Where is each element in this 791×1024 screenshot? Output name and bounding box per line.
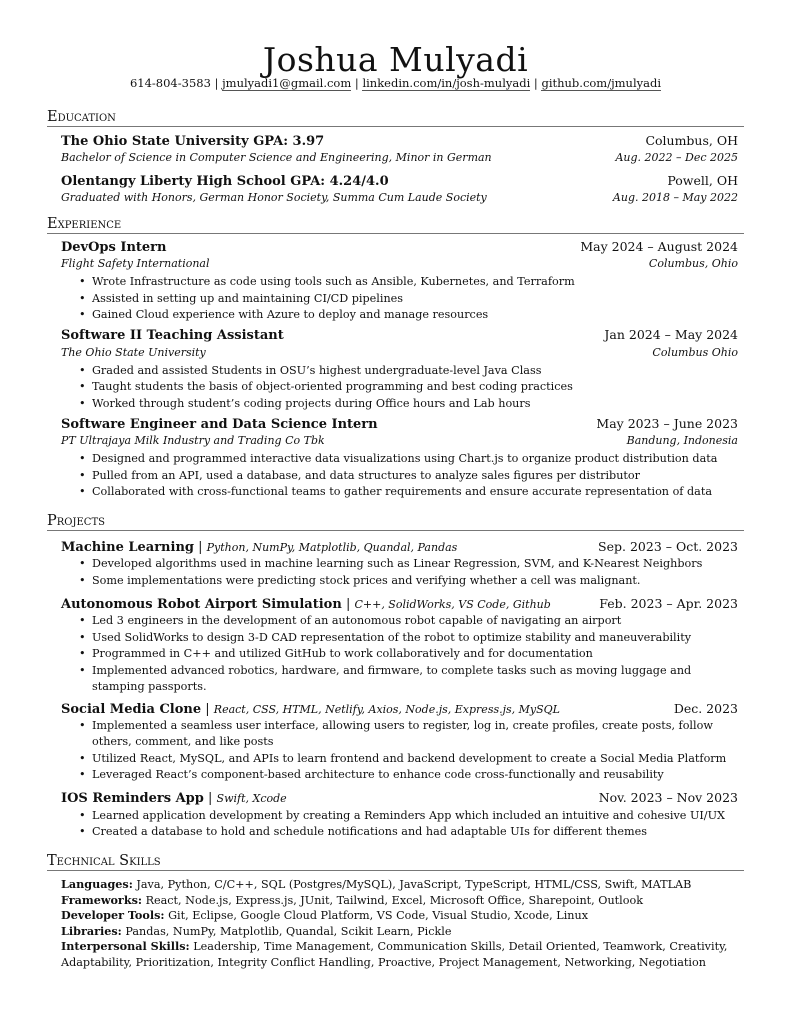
bullet-item: • Taught students the basis of object-oriented programming and best coding practices — [92, 379, 740, 395]
skills-list — [61, 877, 741, 970]
bullet-item: • Created a database to hold and schedule notifications and had adaptable UIs for different themes — [92, 824, 740, 840]
education-dates: Aug. 2018 – May 2022 — [612, 191, 738, 204]
bullet-item: • Collaborated with cross-functional teams to gather requirements and ensure accurate representation of data — [92, 484, 740, 500]
job-company-row — [61, 346, 738, 359]
bullet-item: • Leveraged React’s component-based architecture to enhance code cross-functionally and reusability — [92, 767, 740, 783]
skill-label: Developer Tools: — [61, 908, 165, 922]
school-location: Powell, OH — [667, 173, 738, 188]
skill-value: Pandas, NumPy, Matplotlib, Quandal, Scikit Learn, Pickle — [121, 924, 452, 938]
skill-label: Interpersonal Skills: — [61, 939, 190, 953]
bullet-item: • Some implementations were predicting stock prices and verifying whether a cell was malignant. — [92, 573, 740, 589]
job-entry — [61, 239, 738, 255]
bullet-item: • Implemented advanced robotics, hardware, and firmware, to complete tasks such as moving luggage and stamping passports. — [92, 663, 740, 694]
job-title: DevOps Intern — [61, 240, 167, 255]
job-entry — [61, 416, 738, 432]
skill-row-developer-tools — [61, 908, 741, 924]
project-dates: Feb. 2023 – Apr. 2023 — [599, 596, 738, 611]
job-company-row — [61, 257, 738, 270]
job-dates: May 2024 – August 2024 — [580, 239, 738, 254]
skill-row-frameworks — [61, 893, 741, 909]
section-projects: Projects — [47, 512, 744, 531]
job-entry — [61, 327, 738, 343]
project-tech: C++, SolidWorks, VS Code, Github — [354, 598, 551, 611]
bullet-item: • Pulled from an API, used a database, and data structures to analyze sales figures per distributor — [92, 468, 740, 484]
education-detail — [61, 151, 738, 164]
education-entry — [61, 133, 738, 149]
separator: | — [530, 76, 542, 90]
project-entry — [61, 790, 738, 806]
bullet-item: • Wrote Infrastructure as code using tools such as Ansible, Kubernetes, and Terraform — [92, 274, 740, 290]
skill-value: Java, Python, C/C++, SQL (Postgres/MySQL), JavaScript, TypeScript, HTML/CSS, Swift, MATLAB — [132, 878, 692, 891]
separator: | — [201, 702, 214, 717]
email-link[interactable]: jmulyadi1@gmail.com — [222, 76, 352, 90]
project-name: Social Media Clone — [61, 702, 202, 717]
linkedin-link[interactable]: linkedin.com/in/josh-mulyadi — [362, 76, 531, 90]
bullet-item: • Graded and assisted Students in OSU’s highest undergraduate-level Java Class — [92, 363, 740, 379]
project-entry — [61, 539, 738, 555]
degree: Graduated with Honors, German Honor Society, Summa Cum Laude Society — [61, 191, 487, 204]
bullet-item: • Led 3 engineers in the development of an autonomous robot capable of navigating an airport — [92, 613, 740, 629]
project-dates: Sep. 2023 – Oct. 2023 — [598, 539, 738, 554]
skill-value: Leadership, Time Management, Communication Skills, Detail Oriented, Teamwork, Creativity, Adaptability, Prioritization, Integrity Conflict Handling, Proactive, Project Management, Networking, Negotiation — [61, 940, 728, 969]
school-name: The Ohio State University GPA: 3.97 — [61, 134, 325, 149]
job-location: Columbus, Ohio — [648, 257, 738, 270]
education-dates: Aug. 2022 – Dec 2025 — [615, 151, 738, 164]
skill-value: Git, Eclipse, Google Cloud Platform, VS Code, Visual Studio, Xcode, Linux — [164, 909, 589, 922]
contact-line — [0, 76, 791, 90]
github-link[interactable]: github.com/jmulyadi — [541, 76, 662, 90]
project-dates: Nov. 2023 – Nov 2023 — [598, 790, 738, 805]
project-name: IOS Reminders App — [61, 791, 204, 806]
job-company-row — [61, 434, 738, 447]
project-tech: Python, NumPy, Matplotlib, Quandal, Pandas — [206, 541, 458, 554]
separator: | — [193, 540, 207, 555]
skill-row-libraries — [61, 924, 741, 940]
project-name: Autonomous Robot Airport Simulation — [61, 597, 342, 612]
skill-value: React, Node.js, Express.js, JUnit, Tailwind, Excel, Microsoft Office, Sharepoint, Outlook — [142, 893, 643, 907]
job-location: Bandung, Indonesia — [626, 434, 738, 447]
bullet-item: • Used SolidWorks to design 3-D CAD representation of the robot to optimize stability and maneuverability — [92, 630, 740, 646]
bullet-item: • Worked through student’s coding projects during Office hours and Lab hours — [92, 396, 740, 412]
project-entry — [61, 596, 738, 612]
bullet-item: • Learned application development by creating a Reminders App which included an intuitive and cohesive UI/UX — [92, 808, 740, 824]
separator: | — [210, 76, 223, 90]
separator: | — [203, 791, 217, 806]
job-title: Software Engineer and Data Science Intern — [61, 417, 378, 432]
skill-label: Libraries: — [61, 923, 122, 938]
project-tech: React, CSS, HTML, Netlify, Axios, Node.js, Express.js, MySQL — [213, 703, 560, 716]
education-detail — [61, 191, 738, 204]
bullet-item: • Designed and programmed interactive data visualizations using Chart.js to organize product distribution data — [92, 451, 740, 467]
job-location: Columbus Ohio — [652, 346, 738, 359]
separator: | — [341, 597, 355, 612]
job-dates: May 2023 – June 2023 — [596, 416, 738, 431]
job-dates: Jan 2024 – May 2024 — [604, 327, 738, 342]
phone: 614-804-3583 — [129, 76, 211, 90]
company: The Ohio State University — [61, 346, 206, 359]
job-title: Software II Teaching Assistant — [61, 328, 284, 343]
degree: Bachelor of Science in Computer Science and Engineering, Minor in German — [61, 151, 492, 164]
project-name: Machine Learning — [61, 540, 194, 555]
bullet-item: • Programmed in C++ and utilized GitHub to work collaboratively and for documentation — [92, 646, 740, 662]
bullet-item: • Utilized React, MySQL, and APIs to learn frontend and backend development to create a Social Media Platform — [92, 751, 740, 767]
school-location: Columbus, OH — [645, 133, 738, 148]
skill-label: Languages: — [61, 877, 133, 891]
skill-row-languages — [61, 877, 741, 893]
bullet-item: • Assisted in setting up and maintaining CI/CD pipelines — [92, 291, 740, 307]
school-name: Olentangy Liberty High School GPA: 4.24/4.0 — [61, 174, 389, 189]
section-experience: Experience — [47, 215, 744, 234]
skill-label: Frameworks: — [61, 892, 143, 907]
project-dates: Dec. 2023 — [673, 701, 738, 716]
education-entry — [61, 173, 738, 189]
candidate-name: Joshua Mulyadi — [262, 40, 529, 79]
section-technical-skills: Technical Skills — [47, 852, 744, 871]
bullet-item: • Developed algorithms used in machine learning such as Linear Regression, SVM, and K-Nearest Neighbors — [92, 556, 740, 572]
project-tech: Swift, Xcode — [216, 792, 287, 805]
project-entry — [61, 701, 738, 717]
company: Flight Safety International — [61, 257, 210, 270]
bullet-item: • Implemented a seamless user interface, allowing users to register, log in, create profiles, create posts, follow others, comment, and like posts — [92, 718, 740, 749]
separator: | — [351, 76, 363, 90]
bullet-item: • Gained Cloud experience with Azure to deploy and manage resources — [92, 307, 740, 323]
company: PT Ultrajaya Milk Industry and Trading Co Tbk — [61, 434, 325, 447]
section-education: Education — [47, 108, 744, 127]
skill-row-interpersonal — [61, 939, 741, 970]
